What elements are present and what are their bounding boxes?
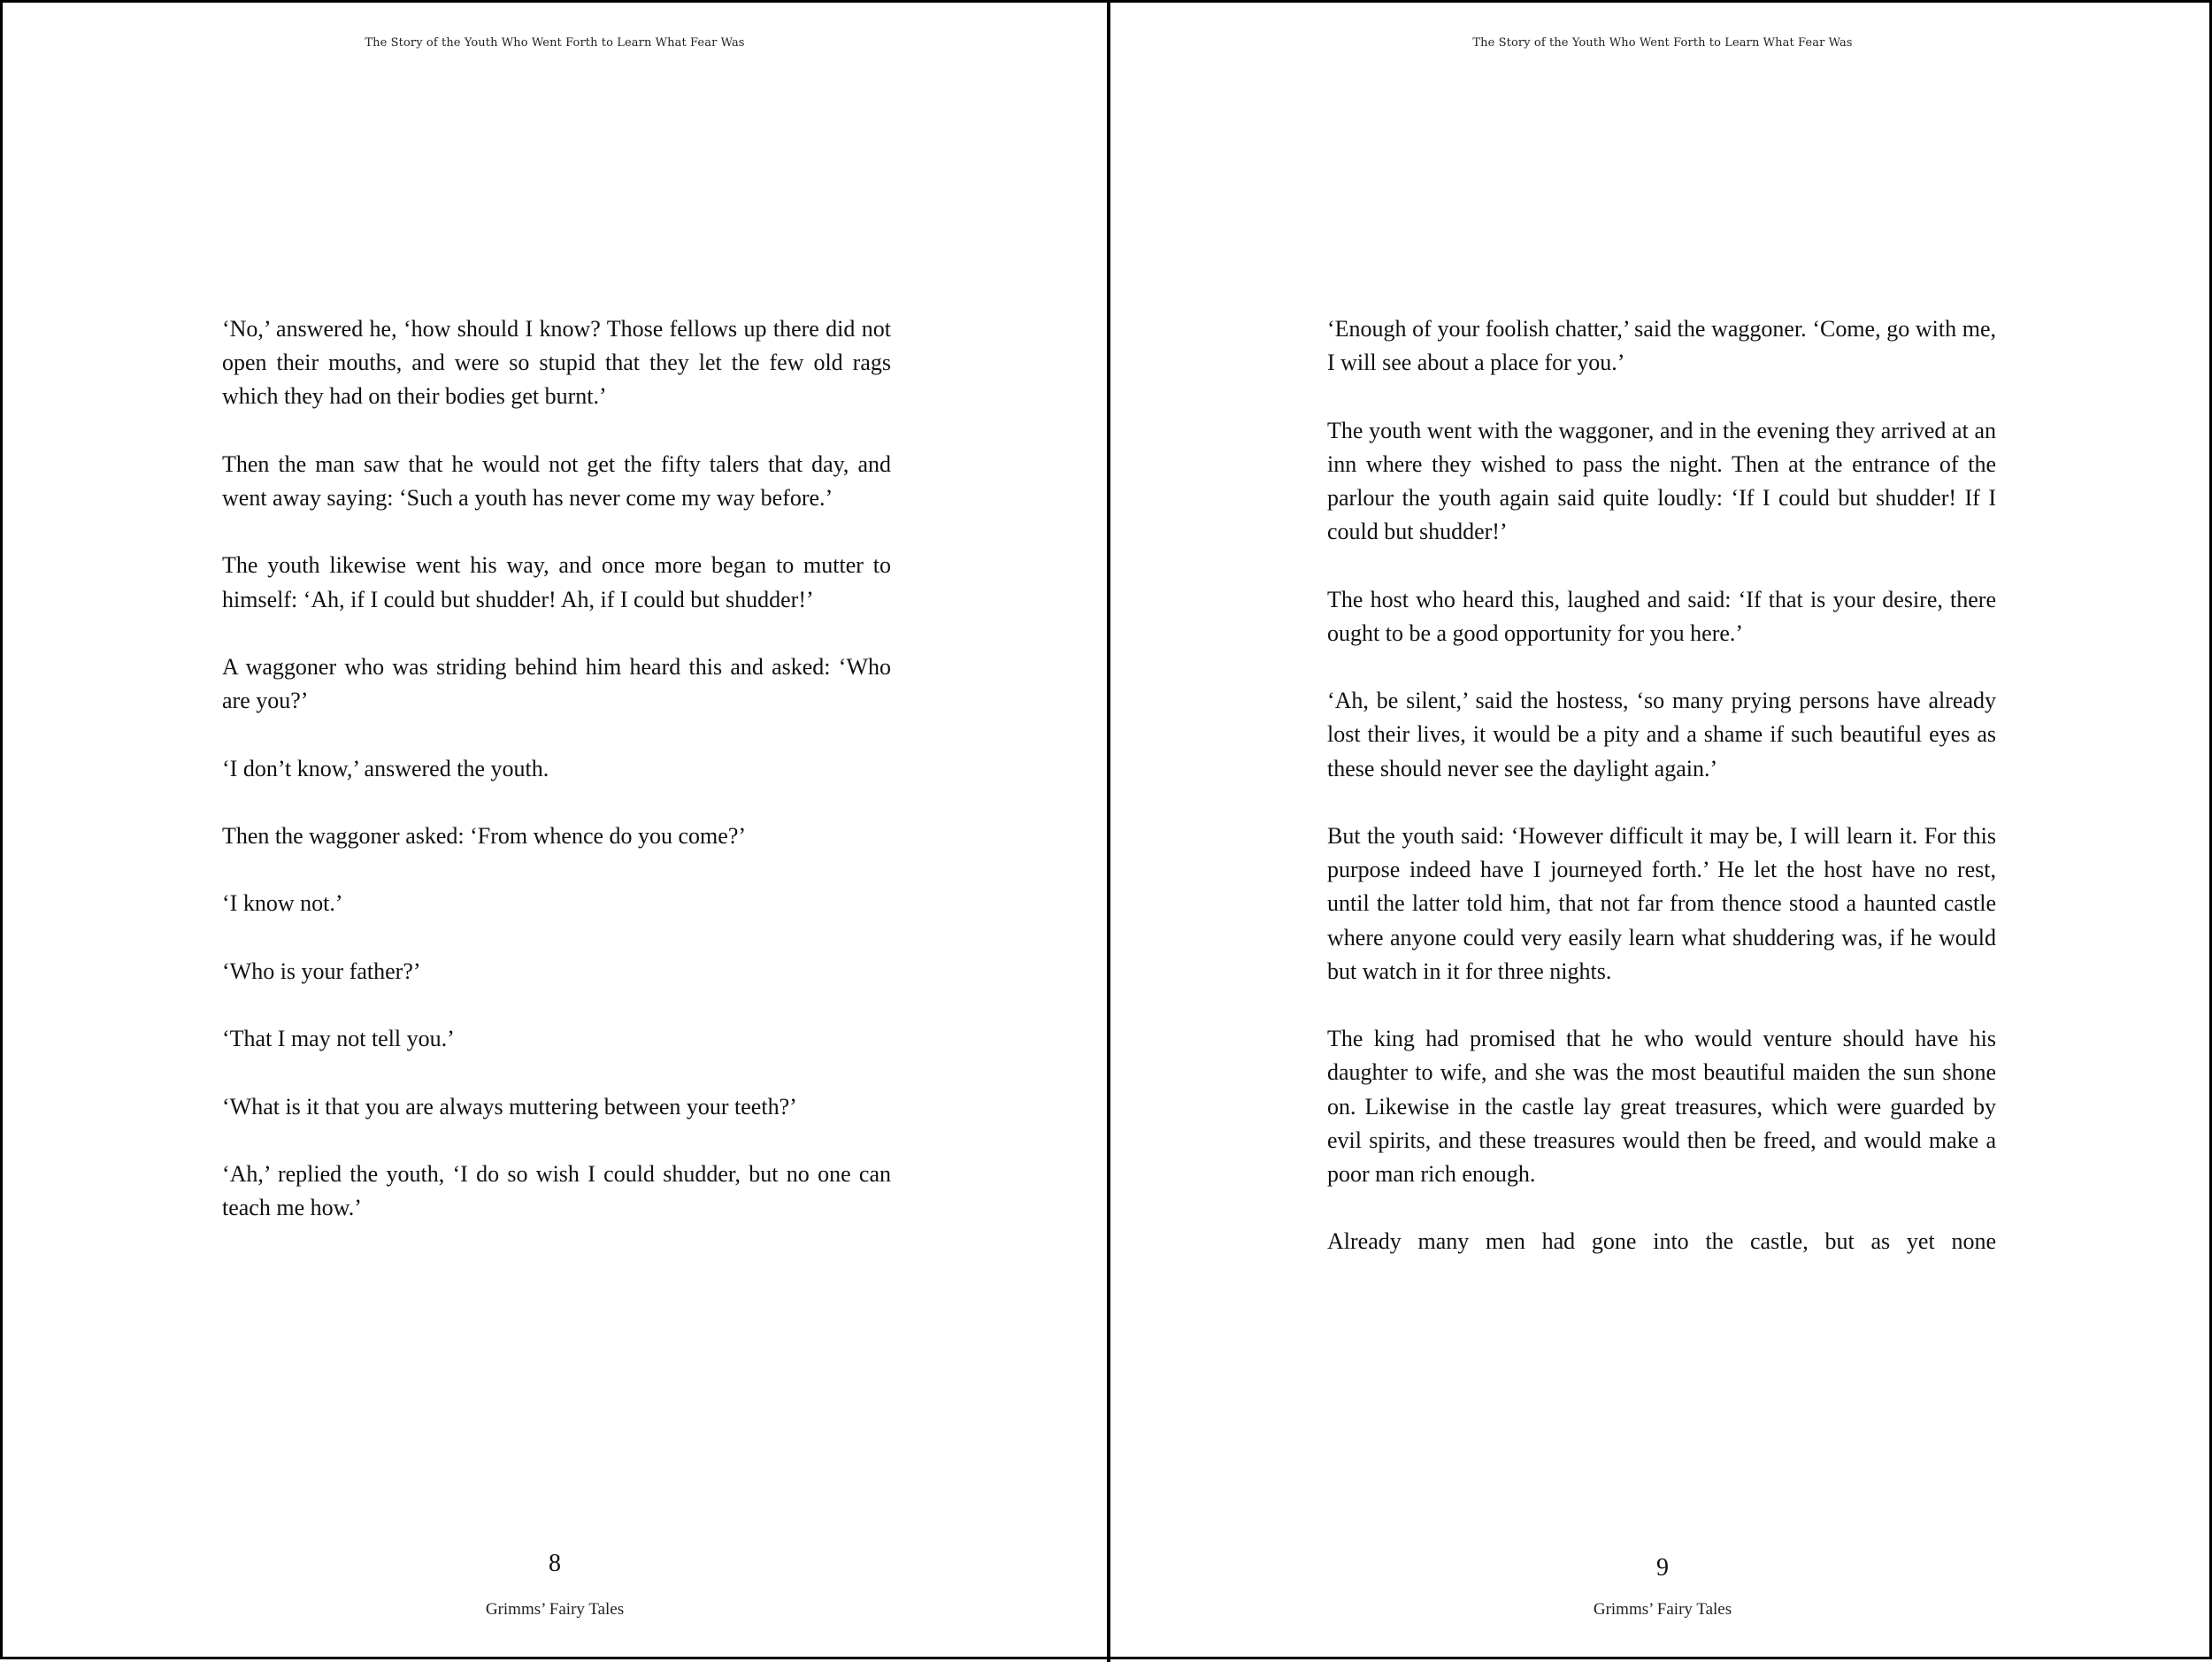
paragraph: The youth likewise went his way, and once more began to mutter to himself: ‘Ah, if I could but shudder! Ah, if I could but shudder!’: [222, 552, 891, 612]
paragraph: Then the waggoner asked: ‘From whence do you come?’: [222, 822, 747, 849]
paragraph: The king had promised that he who would venture should have his daughter to wife, and she was the most beautiful maiden the sun shone on. Likewise in the castle lay great treasures, which were guarded by evil spirits, and these treasures would then be freed, and would make a poor man rich enough.: [1327, 1026, 1996, 1187]
paragraph: The host who heard this, laughed and said: ‘If that is your desire, there ought to be a good opportunity for you here.’: [1327, 586, 1996, 646]
right-page: [1110, 3, 2212, 1662]
running-head: The Story of the Youth Who Went Forth to Learn What Fear Was: [365, 36, 745, 50]
paragraph: A waggoner who was striding behind him heard this and asked: ‘Who are you?’: [222, 653, 891, 714]
paragraph: ‘Ah, be silent,’ said the hostess, ‘so many prying persons have already lost their lives, it would be a pity and a shame if such beautiful eyes as these should never see the daylight again.’: [1327, 688, 1996, 781]
paragraph: Already many men had gone into the castle, but as yet none: [1327, 1228, 1996, 1255]
paragraph: ‘I don’t know,’ answered the youth.: [222, 755, 549, 781]
book-title: Grimms’ Fairy Tales: [1593, 1600, 1732, 1619]
running-head: The Story of the Youth Who Went Forth to Learn What Fear Was: [1472, 36, 1853, 50]
left-page: [3, 3, 1107, 1662]
body-text: [1327, 312, 1996, 1293]
paragraph: ‘What is it that you are always muttering between your teeth?’: [222, 1093, 797, 1120]
paragraph: ‘I know not.’: [222, 890, 343, 917]
paragraph: ‘That I may not tell you.’: [222, 1026, 455, 1052]
paragraph: But the youth said: ‘However difficult it may be, I will learn it. For this purpose indeed have I journeyed forth.’ He let the host have no rest, until the latter told him, that not far from thence stood a haunted castle where anyone could very easily learn what shuddering was, if he would but watch in it for three nights.: [1327, 822, 1996, 984]
paragraph: The youth went with the waggoner, and in the evening they arrived at an inn where they wished to pass the night. Then at the entrance of the parlour the youth again said quite loudly: ‘If I could but shudder! If I could but shudder!’: [1327, 417, 1996, 545]
paragraph: ‘No,’ answered he, ‘how should I know? Those fellows up there did not open their mouths, and were so stupid that they let the few old rags which they had on their bodies get burnt.’: [222, 316, 891, 410]
paragraph: Then the man saw that he would not get the fifty talers that day, and went away saying: ‘Such a youth has never come my way before.’: [222, 450, 891, 511]
page-number: 9: [1656, 1554, 1669, 1581]
paragraph: ‘Ah,’ replied the youth, ‘I do so wish I could shudder, but no one can teach me how.’: [222, 1160, 891, 1221]
body-text: [222, 312, 891, 1259]
page-number: 8: [549, 1550, 561, 1577]
book-title: Grimms’ Fairy Tales: [485, 1600, 625, 1619]
paragraph: ‘Enough of your foolish chatter,’ said the waggoner. ‘Come, go with me, I will see about a place for you.’: [1327, 316, 1996, 376]
paragraph: ‘Who is your father?’: [222, 958, 421, 984]
